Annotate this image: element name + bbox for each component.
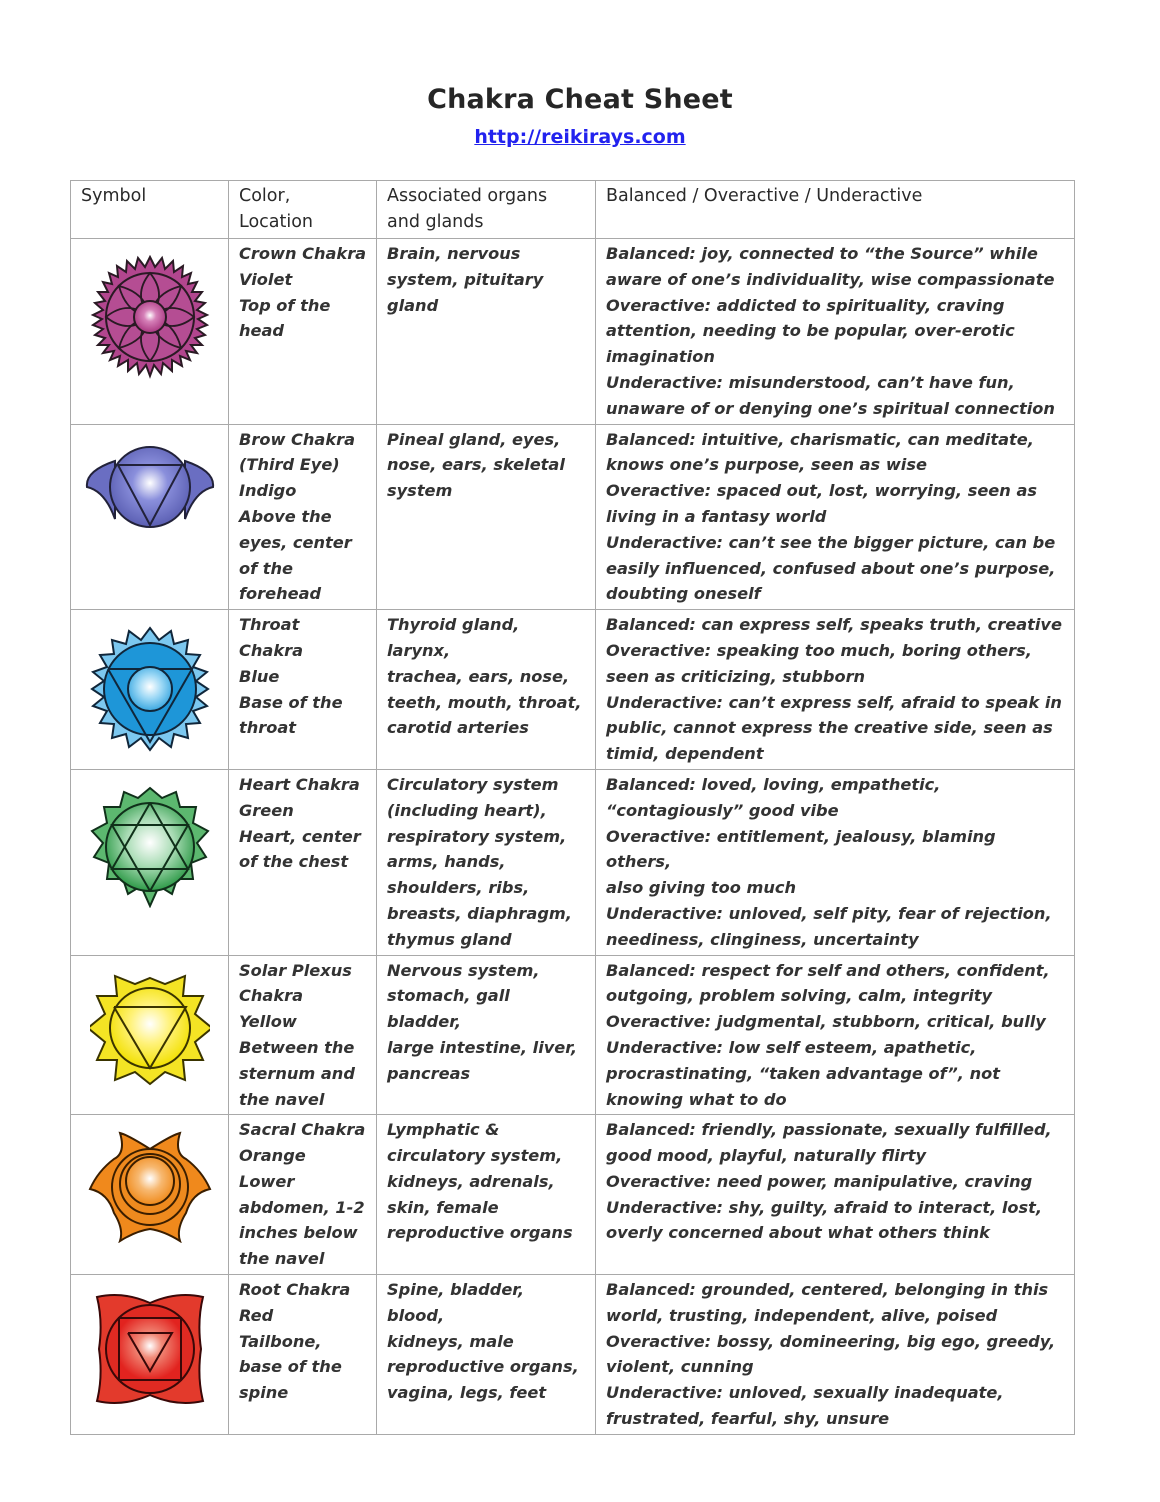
- site-link[interactable]: http://reikirays.com: [474, 126, 686, 148]
- organs-line: Circulatory system: [387, 774, 559, 794]
- location-line: Brow Chakra: [239, 429, 356, 449]
- states-line: “contagiously” good vibe: [606, 800, 839, 820]
- location-line: Yellow: [239, 1012, 297, 1032]
- brow-chakra-icon: [85, 441, 215, 533]
- header-organs: [377, 181, 596, 239]
- header-line: and glands: [387, 211, 484, 232]
- location-line: Orange: [239, 1146, 306, 1166]
- crown-chakra-icon: [88, 255, 212, 379]
- states-line: attention, needing to be popular, over-erotic: [606, 321, 1015, 341]
- location-cell: [229, 239, 377, 425]
- location-line: Above the: [239, 506, 332, 526]
- states-cell: [596, 610, 1075, 770]
- location-line: (Third Eye): [239, 455, 340, 475]
- states-line: aware of one’s individuality, wise compassionate: [606, 269, 1055, 289]
- states-cell: [596, 424, 1075, 610]
- organs-line: pancreas: [387, 1063, 471, 1083]
- organs-line: kidneys, male: [387, 1331, 514, 1351]
- page-title: Chakra Cheat Sheet: [427, 84, 733, 115]
- location-line: Between the: [239, 1037, 355, 1057]
- location-line: abdomen, 1-2: [239, 1197, 365, 1217]
- symbol-cell: [71, 424, 229, 610]
- location-line: of the chest: [239, 852, 349, 872]
- states-line: Balanced: grounded, centered, belonging in this: [606, 1280, 1049, 1300]
- states-line: Overactive: need power, manipulative, craving: [606, 1171, 1033, 1191]
- organs-line: thymus gland: [387, 929, 512, 949]
- states-line: Underactive: can’t see the bigger picture, can be: [606, 532, 1056, 552]
- states-line: Balanced: intuitive, charismatic, can meditate,: [606, 429, 1034, 449]
- organs-line: Spine, bladder, blood,: [387, 1280, 525, 1325]
- location-line: inches below: [239, 1223, 358, 1243]
- states-line: frustrated, fearful, shy, unsure: [606, 1409, 890, 1429]
- location-line: Red: [239, 1305, 274, 1325]
- location-line: Green: [239, 800, 294, 820]
- root-chakra-icon: [93, 1291, 207, 1407]
- organs-line: trachea, ears, nose,: [387, 666, 570, 686]
- header-symbol: Symbol: [71, 181, 229, 239]
- states-cell: [596, 1275, 1075, 1435]
- organs-line: arms, hands,: [387, 852, 506, 872]
- heart-chakra-icon: [89, 786, 211, 908]
- location-line: base of the: [239, 1357, 342, 1377]
- location-line: forehead: [239, 584, 322, 604]
- header-line: Color,: [239, 186, 291, 206]
- location-line: Root Chakra: [239, 1280, 351, 1300]
- symbol-cell: [71, 955, 229, 1115]
- states-line: living in a fantasy world: [606, 506, 827, 526]
- states-line: public, cannot express the creative side, seen as: [606, 718, 1053, 738]
- organs-line: Lymphatic &: [387, 1120, 500, 1140]
- table-row: [71, 769, 1075, 955]
- states-line: knowing what to do: [606, 1089, 787, 1109]
- organs-line: Brain, nervous: [387, 244, 521, 263]
- states-cell: [596, 1115, 1075, 1275]
- organs-cell: [377, 955, 596, 1115]
- location-line: Throat Chakra: [239, 615, 303, 660]
- location-line: Violet: [239, 269, 293, 289]
- header-color-location: [229, 181, 377, 239]
- symbol-cell: [71, 769, 229, 955]
- states-line: Underactive: misunderstood, can’t have fun,: [606, 372, 1015, 392]
- location-line: spine: [239, 1383, 289, 1403]
- organs-line: Nervous system,: [387, 960, 540, 980]
- solar-plexus-chakra-icon: [90, 972, 210, 1090]
- location-line: Lower: [239, 1171, 295, 1191]
- location-line: Solar Plexus: [239, 960, 352, 980]
- location-line: eyes, center: [239, 532, 352, 552]
- location-line: of the: [239, 558, 294, 578]
- states-line: Balanced: joy, connected to “the Source” while: [606, 244, 1038, 263]
- symbol-cell: [71, 610, 229, 770]
- states-line: violent, cunning: [606, 1357, 754, 1377]
- header-states: Balanced / Overactive / Underactive: [596, 181, 1075, 239]
- states-line: Balanced: loved, loving, empathetic,: [606, 774, 941, 794]
- organs-cell: [377, 424, 596, 610]
- states-line: doubting oneself: [606, 584, 761, 604]
- organs-cell: [377, 1275, 596, 1435]
- location-line: sternum and: [239, 1063, 355, 1083]
- organs-line: large intestine, liver,: [387, 1037, 578, 1057]
- states-line: Overactive: speaking too much, boring others,: [606, 640, 1032, 660]
- location-line: Base of the: [239, 692, 343, 712]
- organs-line: (including heart),: [387, 800, 547, 820]
- states-line: Overactive: addicted to spirituality, craving: [606, 295, 1005, 315]
- location-line: head: [239, 321, 285, 341]
- organs-line: stomach, gall bladder,: [387, 986, 510, 1032]
- location-line: Sacral Chakra: [239, 1120, 366, 1140]
- table-row: [71, 1275, 1075, 1435]
- location-cell: [229, 769, 377, 955]
- location-line: Chakra: [239, 986, 303, 1006]
- organs-line: breasts, diaphragm,: [387, 903, 572, 923]
- location-line: Top of the: [239, 295, 331, 315]
- table-row: [71, 239, 1075, 425]
- organs-line: reproductive organs,: [387, 1357, 579, 1377]
- states-line: Underactive: can’t express self, afraid to speak in: [606, 692, 1062, 712]
- states-line: imagination: [606, 347, 715, 367]
- organs-line: kidneys, adrenals,: [387, 1171, 555, 1191]
- states-line: Overactive: spaced out, lost, worrying, seen as: [606, 481, 1038, 501]
- organs-line: nose, ears, skeletal: [387, 455, 565, 475]
- organs-line: gland: [387, 295, 439, 315]
- organs-cell: [377, 239, 596, 425]
- location-cell: [229, 1115, 377, 1275]
- states-line: easily influenced, confused about one’s purpose,: [606, 558, 1056, 578]
- states-cell: [596, 955, 1075, 1115]
- organs-line: Thyroid gland, larynx,: [387, 615, 520, 660]
- site-link-wrapper: [0, 126, 1160, 148]
- organs-line: system, pituitary: [387, 269, 544, 289]
- organs-line: Pineal gland, eyes,: [387, 429, 561, 449]
- chakra-table: [70, 180, 1075, 1435]
- organs-line: vagina, legs, feet: [387, 1383, 547, 1403]
- location-line: the navel: [239, 1089, 325, 1109]
- states-line: neediness, clinginess, uncertainty: [606, 929, 919, 949]
- location-cell: [229, 610, 377, 770]
- location-cell: [229, 1275, 377, 1435]
- states-line: Overactive: bossy, domineering, big ego, greedy,: [606, 1331, 1056, 1351]
- header-line: Location: [239, 211, 314, 232]
- organs-line: circulatory system,: [387, 1146, 563, 1166]
- header-line: Associated organs: [387, 186, 548, 206]
- table-row: [71, 955, 1075, 1115]
- states-line: knows one’s purpose, seen as wise: [606, 455, 927, 475]
- states-line: Underactive: low self esteem, apathetic,: [606, 1037, 977, 1057]
- throat-chakra-icon: [87, 626, 213, 752]
- organs-cell: [377, 1115, 596, 1275]
- symbol-cell: [71, 1115, 229, 1275]
- location-cell: [229, 955, 377, 1115]
- states-line: good mood, playful, naturally flirty: [606, 1146, 927, 1166]
- sacral-chakra-icon: [88, 1131, 212, 1243]
- states-line: seen as criticizing, stubborn: [606, 666, 866, 686]
- states-line: world, trusting, independent, alive, poised: [606, 1305, 998, 1325]
- organs-line: respiratory system,: [387, 826, 567, 846]
- location-line: Crown Chakra: [239, 244, 367, 263]
- location-cell: [229, 424, 377, 610]
- states-cell: [596, 239, 1075, 425]
- location-line: Indigo: [239, 481, 297, 501]
- table-row: [71, 1115, 1075, 1275]
- organs-line: skin, female: [387, 1197, 499, 1217]
- states-line: Balanced: can express self, speaks truth, creative: [606, 615, 1062, 635]
- organs-line: carotid arteries: [387, 718, 529, 738]
- states-line: procrastinating, “taken advantage of”, not: [606, 1063, 1000, 1083]
- location-line: Heart, center: [239, 826, 361, 846]
- states-line: Overactive: judgmental, stubborn, critical, bully: [606, 1012, 1046, 1032]
- location-line: Tailbone,: [239, 1331, 322, 1351]
- organs-line: teeth, mouth, throat,: [387, 692, 582, 712]
- symbol-cell: [71, 239, 229, 425]
- organs-line: shoulders, ribs,: [387, 878, 530, 898]
- organs-cell: [377, 610, 596, 770]
- states-line: overly concerned about what others think: [606, 1223, 990, 1243]
- organs-cell: [377, 769, 596, 955]
- location-line: throat: [239, 718, 297, 738]
- states-line: Balanced: friendly, passionate, sexually fulfilled,: [606, 1120, 1052, 1140]
- location-line: Heart Chakra: [239, 774, 360, 794]
- states-cell: [596, 769, 1075, 955]
- location-line: the navel: [239, 1249, 325, 1269]
- organs-line: system: [387, 481, 453, 501]
- table-row: [71, 610, 1075, 770]
- states-line: timid, dependent: [606, 744, 764, 764]
- table-header-row: [71, 181, 1075, 239]
- table-row: [71, 424, 1075, 610]
- location-line: Blue: [239, 666, 280, 686]
- states-line: Underactive: unloved, self pity, fear of rejection,: [606, 903, 1052, 923]
- organs-line: reproductive organs: [387, 1223, 573, 1243]
- states-line: outgoing, problem solving, calm, integrity: [606, 986, 993, 1006]
- states-line: Underactive: unloved, sexually inadequate,: [606, 1383, 1004, 1403]
- states-line: also giving too much: [606, 878, 796, 898]
- states-line: Underactive: shy, guilty, afraid to interact, lost,: [606, 1197, 1043, 1217]
- symbol-cell: [71, 1275, 229, 1435]
- states-line: unaware of or denying one’s spiritual connection: [606, 398, 1055, 418]
- states-line: Balanced: respect for self and others, confident,: [606, 960, 1050, 980]
- states-line: Overactive: entitlement, jealousy, blaming others,: [606, 826, 996, 872]
